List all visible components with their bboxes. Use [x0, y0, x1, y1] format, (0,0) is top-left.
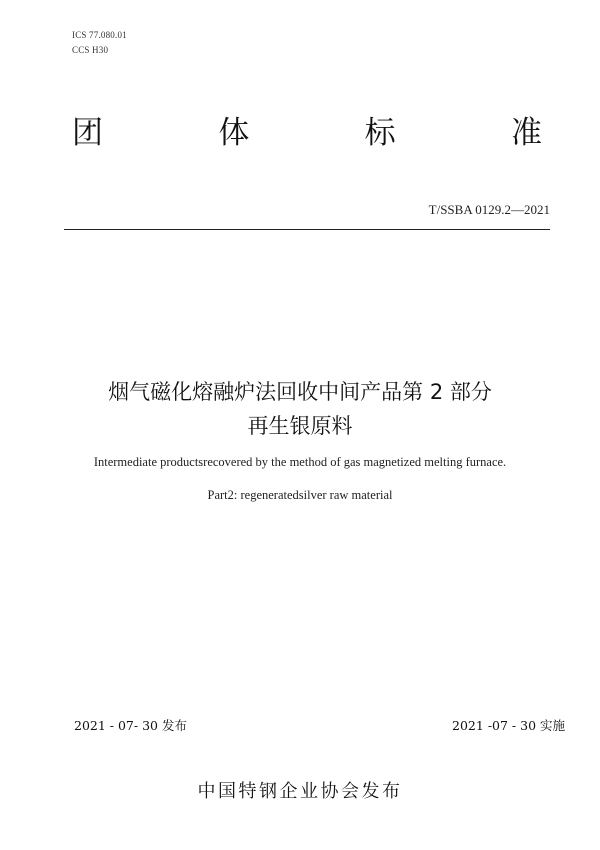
title-chinese-line1: 烟气磁化熔融炉法回收中间产品第 2 部分 — [108, 380, 492, 404]
standard-type-char: 团 — [72, 115, 103, 151]
standard-type-char: 体 — [218, 115, 250, 151]
title-english-line2: Part2: regeneratedsilver raw material — [207, 488, 393, 502]
standard-type-char: 标 — [364, 115, 396, 151]
ics-code: ICS 77.080.01 — [72, 30, 127, 40]
title-chinese-line2: 再生银原料 — [247, 414, 353, 438]
header-divider — [64, 229, 550, 230]
standard-number: T/SSBA 0129.2—2021 — [428, 202, 550, 217]
publish-date: 2021 - 07- 30 发布 — [74, 718, 187, 733]
title-english-line1: Intermediate productsrecovered by the method of gas magnetized melting furnace. — [93, 455, 507, 469]
standard-type-char: 准 — [510, 115, 542, 151]
ccs-code: CCS H30 — [72, 45, 109, 55]
implementation-date: 2021 -07 - 30 实施 — [452, 718, 565, 733]
standard-type-heading — [72, 115, 542, 151]
publisher: 中国特钢企业协会发布 — [197, 781, 403, 802]
